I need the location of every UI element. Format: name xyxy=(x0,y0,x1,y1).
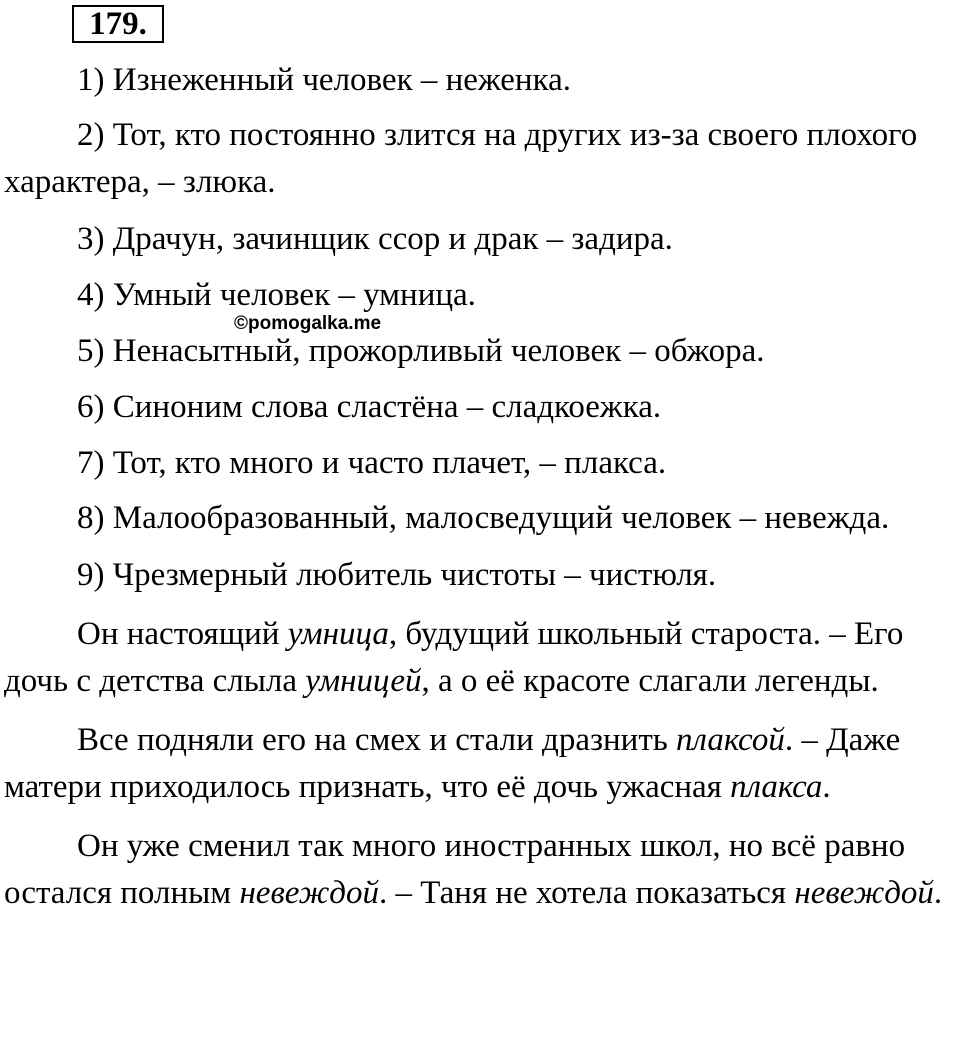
list-item: 9) Чрезмерный любитель чистоты – чистюля. xyxy=(77,557,717,593)
watermark: ©pomogalka.me xyxy=(234,313,382,334)
exercise-body xyxy=(4,52,954,917)
example-word: плаксой xyxy=(676,722,785,758)
example-word: умницей xyxy=(305,663,422,699)
list-item: 4) Умный человек – умница. xyxy=(77,277,476,313)
exercise-number: 179. xyxy=(72,5,164,43)
example-plaksa xyxy=(4,717,954,811)
example-text: Все подняли его на смех и стали дразнить xyxy=(77,722,677,758)
example-text: . – Даже матери приходилось признать, что её дочь ужасная xyxy=(4,722,901,805)
example-word: невеждой xyxy=(239,875,379,911)
example-word: умница xyxy=(287,616,389,652)
list-item: 3) Драчун, зачинщик ссор и драк – задира. xyxy=(77,221,673,257)
example-word: плакса xyxy=(730,769,823,805)
list-item: 1) Изнеженный человек – неженка. xyxy=(77,62,572,98)
list-item: 7) Тот, кто много и часто плачет, – плакса. xyxy=(77,445,667,481)
example-word: невеждой xyxy=(794,875,934,911)
example-text: , будущий школьный староста. – Его дочь с детства слыла xyxy=(4,616,904,699)
example-text: Он уже сменил так много иностранных школ, но всё равно остался полным xyxy=(4,828,906,911)
example-text: , а о её красоте слагали легенды. xyxy=(421,663,879,699)
list-item: 2) Тот, кто постоянно злится на других из-за своего плохого характера, – злюка. xyxy=(4,117,918,200)
list-item: 8) Малообразованный, малосведущий человек – невежда. xyxy=(77,500,890,536)
example-umnitsa xyxy=(4,611,954,705)
example-text: . – Таня не хотела показаться xyxy=(379,875,795,911)
example-nevezhda xyxy=(4,823,954,917)
example-text: . xyxy=(822,769,831,805)
example-text: Он настоящий xyxy=(77,616,288,652)
list-item: 5) Ненасытный, прожорливый человек – обжора. xyxy=(77,333,765,369)
list-item: 6) Синоним слова сластёна – сладкоежка. xyxy=(77,389,662,425)
example-text: . xyxy=(933,875,943,911)
